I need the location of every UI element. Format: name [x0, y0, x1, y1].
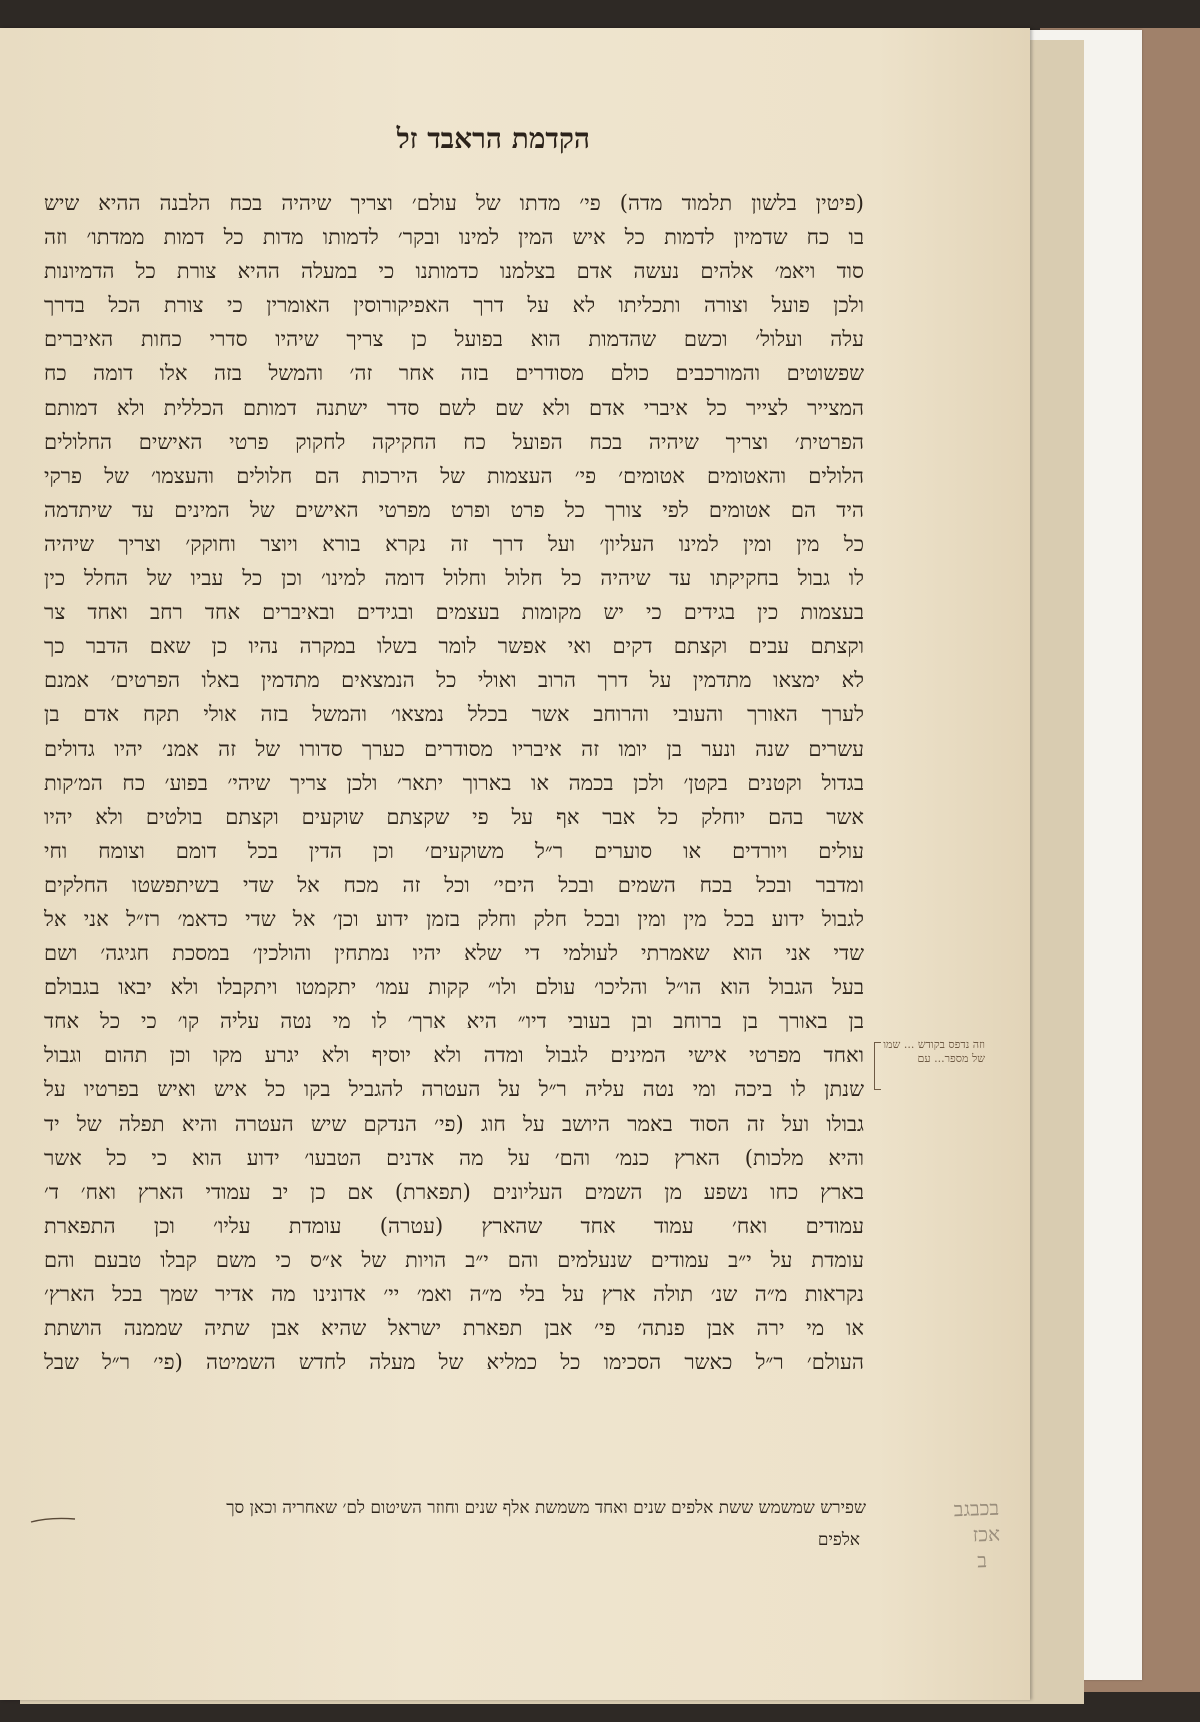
- text-line: כל מין ומין למינו העליון׳ ועל דרך זה נקרא בורא ויוצר וחוקק׳ וצריך שיהיה: [44, 531, 864, 556]
- pencil-mark-line: בכבגב: [953, 1495, 1000, 1522]
- text-line: עמודים ואח׳ עמוד אחד שהארץ (עטרה) עומדת עליו׳ וכן התפארת: [44, 1213, 864, 1238]
- text-line: לערך האורך והעובי והרוחב אשר בכלל נמצאו׳ והמשל בזה אולי תקח אדם בן: [44, 702, 864, 727]
- text-line: הלולים והאטומים אטומים׳ פי׳ העצמות של הירכות הם חלולים והעצמו׳ של פרקי: [44, 463, 864, 488]
- text-line: גבולו ועל זה הסוד באמר היושב על חוג (פי׳ הנדקם שיש העטרה והיא תפלה של יד: [44, 1111, 864, 1136]
- text-line: והיא מלכות) הארץ כנמ׳ והם׳ על מה אדנים הטבעו׳ ידוע הוא כי כל אשר: [44, 1145, 864, 1170]
- text-line: לגבול ידוע בכל מין ומין ובכל חלק וחלק בזמן ידוע וכן׳ אל שדי כדאמ׳ רז״ל אני אל: [44, 906, 864, 931]
- text-line: בן באורך בן ברוחב ובן בעובי דיו״ היא ארך׳ לו מי נטה עליה קו׳ כי כל אחד: [44, 1009, 864, 1034]
- text-line: עומדת על י״ב עמודים שנעלמים והם י״ב הויות של א״ס כי משם קבלו טבעם והם: [44, 1247, 864, 1272]
- closing-line-end: אלפים: [817, 1530, 860, 1550]
- main-text: [44, 186, 864, 1546]
- ink-stroke: [30, 1516, 76, 1524]
- text-line: או מי ירה אבן פנתה׳ פי׳ אבן תפארת ישראל שהיא אבן שתיה שממנה הושתת: [44, 1316, 864, 1341]
- pencil-shelfmark: [919, 1495, 1002, 1576]
- text-line: נקראות מ״ה שנ׳ תולה ארץ על בלי מ״ה ואמ׳ יי׳ אדונינו מה אדיר שמך בכל הארץ׳: [44, 1282, 864, 1306]
- pencil-mark-line: ב: [976, 1548, 988, 1573]
- text-line: בארץ כחו נשפע מן השמים העליונים (תפארת) אם כן יב עמודי הארץ ואח׳ ד׳: [44, 1179, 864, 1204]
- text-line: הפרטית׳ וצריך שיהיה בכח הפועל כח החקיקה לחקוק פרטי האישים החלולים: [44, 429, 864, 454]
- text-line: שפשוטים והמורכבים כולם מסודרים בזה אחר זה׳ והמשל בזה אלו דומה כח: [44, 361, 864, 386]
- text-line: בעל הגבול הוא הו״ל והליכו׳ עולם ולו״ קקות עמו׳ יתקמטו ויתקבלו ולא יבאו בגבולם: [44, 975, 864, 1000]
- text-line: אשר בהם יוחלק כל אבר אף על פי שקצתם שוקעים וקצתם בולטים ולא יהיו: [44, 804, 864, 829]
- text-line: העולם׳ ר״ל כאשר הסכימו כל כמליא של מעלה לחדש השמיטה (פי׳ ר״ל שבל: [44, 1350, 864, 1375]
- text-line: ומדבר ובכל בכח השמים ובכל היםי׳ וכל זה מכח אל שדי בשיתפשטו החלקים: [44, 872, 864, 897]
- text-line: לא ימצאו מתדמין על דרך הרוב ואולי כל הנמצאים מתדמין באלו הפרטים׳ אמנם: [44, 668, 864, 693]
- text-line: סוד ויאמ׳ אלהים נעשה אדם בצלמנו כדמותנו כי במעלה ההיא צורת כל הדמיונות: [44, 259, 864, 284]
- page-title: הקדמת הראבד זל: [396, 122, 590, 155]
- text-line: המצייר לצייר כל איברי אדם ולא שם לשם סדר ישתנה דמותם הכללית ולא דמותם: [44, 395, 864, 420]
- pencil-mark-line: אכז: [972, 1521, 1001, 1547]
- text-line: לו גבול בחקיקתו עד שיהיה כל חלול וחלול דומה למינו׳ וכן כל עביו של החלל כין: [44, 566, 864, 591]
- text-line: שדי אני הוא שאמרתי לעולמי די שלא יהיו נמתחין והולכין׳ במסכת חגיגה׳ ושם: [44, 941, 864, 966]
- text-line: עשרים שנה ונער בן יומו זה איבריו מסודרים כערך סדורו של זה אמנ׳ יהיו גדולים: [44, 736, 864, 761]
- text-line: ואחד מפרטי אישי המינים לגבול ומדה ולא יוסיף ולא יגרע מקו וכן תהום וגבול: [44, 1043, 864, 1068]
- text-line: (פיטין בלשון תלמוד מדה) פי׳ מדתו של עולם׳ וצריך שיהיה בכח הלבנה ההיא שיש: [44, 191, 864, 215]
- text-line: ולכן פועל וצורה ותכליתו לא על דרך האפיקורוסין האומרין כי צורת הכל בדרך: [44, 293, 864, 318]
- text-line: עולים ויורדים או סוערים ר״ל משוקעים׳ וכן הדין בכל דומם וצומח וחי: [44, 838, 864, 863]
- text-line: שנתן לו ביכה ומי נטה עליה ר״ל על העטרה להגביל בקו כל איש ואיש בפרטיו על: [44, 1077, 864, 1102]
- text-line: בעצמות כין בגידים כי יש מקומות בעצמים ובגידים ובאיברים אחד רחב ואחד צר: [44, 600, 864, 625]
- text-line: עלה ועלול׳ וכשם שהדמות הוא בפועל כן צריך שיהיו סדרי כחות האיברים: [44, 327, 864, 352]
- text-line: בגדול וקטנים בקטן׳ ולכן בכמה או בארוך יתאר׳ ולכן צריך שיהי׳ בפוע׳ כח המ׳קות: [44, 770, 864, 795]
- text-line: היד הם אטומים לפי צורך כל פרט ופרט מפרטי האישים של המינים עד שיתדמה: [44, 497, 864, 522]
- margin-annotation: וזה נדפס בקודש ... שמו של מספר... עם: [883, 1038, 985, 1065]
- manuscript-page: [0, 28, 1030, 1700]
- closing-line: שפירש שמשמש ששת אלפים שנים ואחד משמשת אלף שנים וחוזר השיטום לם׳ שאחריה וכאן סך: [226, 1498, 866, 1518]
- text-line: וקצתם עבים וקצתם דקים ואי אפשר לומר בשלו במקרה נהיו כן שאם הדבר כך: [44, 634, 864, 659]
- text-line: בו כח שדמיון לדמות כל איש המין למינו ובקר׳ לדמותו מדות כל דמות ממדתו׳ וזה: [44, 225, 864, 250]
